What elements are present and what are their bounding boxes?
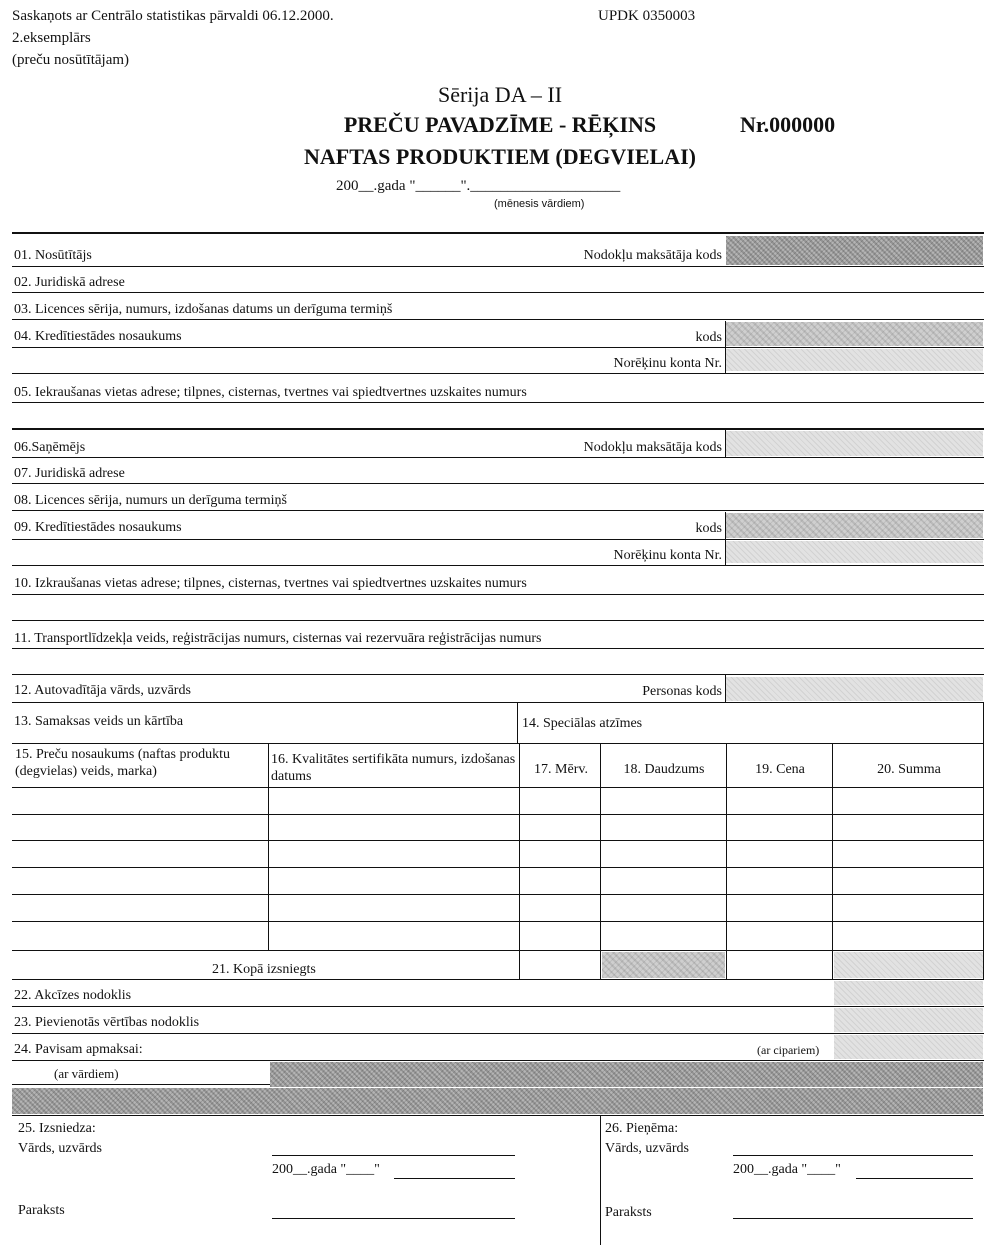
table-row[interactable] — [12, 894, 984, 895]
receiver-bank-code-field[interactable] — [726, 513, 983, 538]
total-payment-label: 24. Pavisam apmaksai: — [14, 1042, 143, 1057]
document-number: Nr.000000 — [740, 112, 836, 137]
payment-method-label: 13. Samaksas veids un kārtība — [14, 714, 184, 729]
table-row[interactable] — [12, 867, 984, 868]
col-certificate: 16. Kvalitātes sertifikāta numurs, izdošanas datums — [271, 752, 516, 784]
issued-name-line[interactable] — [272, 1155, 515, 1156]
excise-tax-field[interactable] — [834, 981, 983, 1005]
unloading-address-label: 10. Izkraušanas vietas adrese; tilpnes, cisternas, tvertnes vai spiedtvertnes uzskaites numurs — [14, 576, 527, 591]
received-signature-line[interactable] — [733, 1218, 973, 1219]
received-date: 200__.gada "____" — [733, 1162, 841, 1177]
total-sum-field[interactable] — [834, 952, 983, 978]
received-date-line[interactable] — [856, 1178, 973, 1179]
receiver-tax-code-field[interactable] — [726, 431, 983, 456]
driver-personal-code-label: Personas kods — [642, 684, 722, 699]
sender-bank-code-label: kods — [695, 330, 722, 345]
sender-license-label: 03. Licences sērija, numurs, izdošanas datums un derīguma termiņš — [14, 302, 393, 317]
issued-date: 200__.gada "____" — [272, 1162, 380, 1177]
document-title: PREČU PAVADZĪME - RĒĶINS — [343, 112, 657, 137]
sender-legal-address-label: 02. Juridiskā adrese — [14, 275, 125, 290]
received-signature-label: Paraksts — [605, 1205, 652, 1220]
receiver-bank-label: 09. Kredītiestādes nosaukums — [14, 520, 182, 535]
received-name-line[interactable] — [733, 1155, 973, 1156]
vehicle-label: 11. Transportlīdzekļa veids, reģistrācijas numurs, cisternas vai rezervuāra reģistrācijas numurs — [14, 631, 542, 646]
sender-label: 01. Nosūtītājs — [14, 248, 92, 263]
issued-name-label: Vārds, uzvārds — [18, 1141, 102, 1156]
receiver-tax-code-label: Nodokļu maksātāja kods — [583, 440, 722, 455]
date-line[interactable]: 200__.gada "______".____________________ — [336, 178, 621, 194]
sender-account-label: Norēķinu konta Nr. — [613, 356, 722, 371]
copy-number: 2.eksemplārs — [12, 30, 91, 46]
table-row[interactable] — [12, 921, 984, 922]
receiver-license-label: 08. Licences sērija, numurs un derīguma termiņš — [14, 493, 287, 508]
in-digits-note: (ar cipariem) — [757, 1043, 820, 1057]
total-payment-words-line2[interactable] — [12, 1088, 983, 1114]
col-unit: 17. Mērv. — [534, 762, 588, 777]
col-price: 19. Cena — [755, 762, 805, 777]
issued-signature-line[interactable] — [272, 1218, 515, 1219]
in-words-note: (ar vārdiem) — [54, 1066, 119, 1081]
recipient-note: (preču nosūtītājam) — [12, 52, 130, 68]
vat-field[interactable] — [834, 1008, 983, 1032]
issued-by-label: 25. Izsniedza: — [18, 1121, 96, 1136]
sender-bank-label: 04. Kredītiestādes nosaukums — [14, 329, 182, 344]
excise-tax-label: 22. Akcīzes nodoklis — [14, 988, 132, 1003]
approval-note: Saskaņots ar Centrālo statistikas pārvaldi 06.12.2000. — [12, 8, 334, 24]
driver-personal-code-field[interactable] — [726, 677, 983, 701]
form-code: UPDK 0350003 — [598, 8, 696, 24]
special-notes-label: 14. Speciālas atzīmes — [522, 716, 643, 731]
vat-label: 23. Pievienotās vērtības nodoklis — [14, 1015, 200, 1030]
total-payment-words-field[interactable] — [270, 1062, 983, 1087]
sender-tax-code-label: Nodokļu maksātāja kods — [583, 248, 722, 263]
total-quantity-field[interactable] — [602, 952, 725, 978]
sender-bank-code-field[interactable] — [726, 322, 983, 346]
col-goods-name: 15. Preču nosaukums (naftas produktu (degvielas) veids, marka) — [15, 747, 231, 779]
document-subtitle: NAFTAS PRODUKTIEM (DEGVIELAI) — [304, 144, 696, 169]
table-row[interactable] — [12, 814, 984, 815]
series-label: Sērija DA – II — [437, 82, 563, 107]
receiver-legal-address-label: 07. Juridiskā adrese — [14, 466, 125, 481]
sender-account-field[interactable] — [726, 349, 983, 371]
received-by-label: 26. Pieņēma: — [605, 1121, 679, 1136]
total-issued-label: 21. Kopā izsniegts — [212, 962, 316, 977]
sender-tax-code-field[interactable] — [726, 236, 983, 265]
total-payment-digits-field[interactable] — [834, 1035, 983, 1059]
loading-address-label: 05. Iekraušanas vietas adrese; tilpnes, cisternas, tvertnes vai spiedtvertnes uzskaites numurs — [14, 385, 527, 400]
receiver-account-label: Norēķinu konta Nr. — [613, 548, 722, 563]
receiver-label: 06.Saņēmējs — [14, 440, 86, 455]
received-name-label: Vārds, uzvārds — [605, 1141, 689, 1156]
col-quantity: 18. Daudzums — [623, 762, 705, 777]
table-row[interactable] — [12, 840, 984, 841]
receiver-account-field[interactable] — [726, 541, 983, 563]
receiver-bank-code-label: kods — [695, 521, 722, 536]
driver-label: 12. Autovadītāja vārds, uzvārds — [14, 683, 191, 698]
issued-date-line[interactable] — [394, 1178, 515, 1179]
month-note: (mēnesis vārdiem) — [494, 198, 585, 210]
issued-signature-label: Paraksts — [18, 1203, 65, 1218]
col-sum: 20. Summa — [877, 762, 941, 777]
